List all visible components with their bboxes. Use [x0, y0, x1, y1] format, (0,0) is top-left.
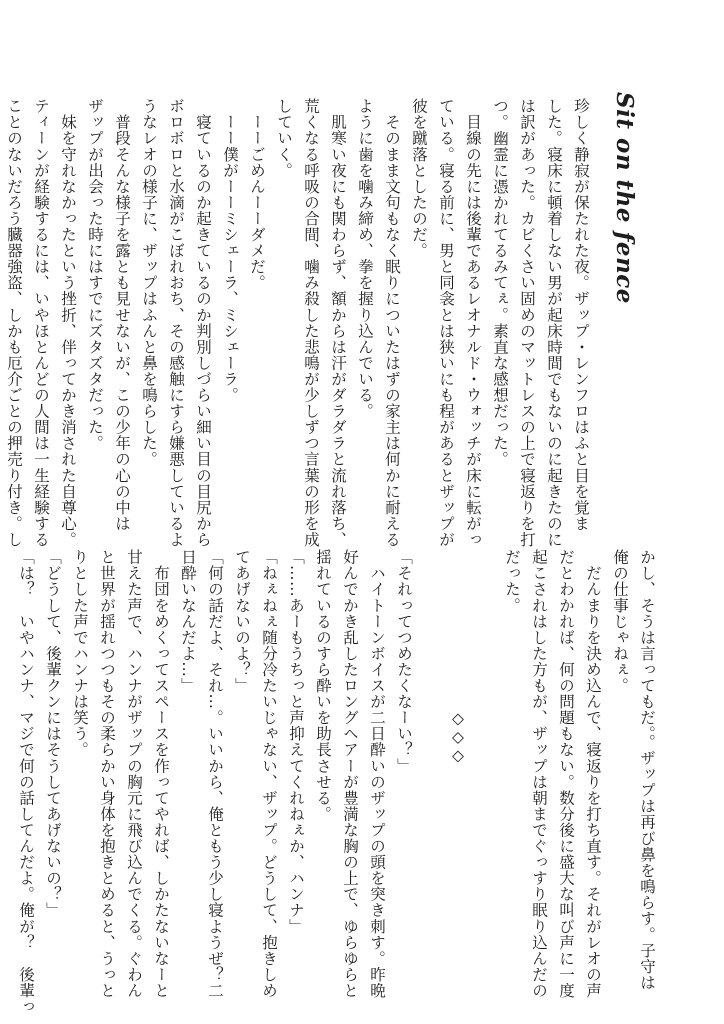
text-line: かし、そうは言ってもだ。。ザップは再び鼻を鳴らす。子守は [638, 549, 656, 991]
text-line: 俺の仕事じゃねぇ。 [611, 549, 629, 694]
text-line [471, 549, 498, 954]
text-line: 妹を守れなかったという挫折、伴ってかき消された自尊心。 [59, 98, 77, 548]
text-line: ボロボロと水滴がこぼれおち、その感触にすら嫌悪しているよ [167, 98, 185, 548]
lower-text-block [17, 549, 660, 1015]
text-line: 甘えた声で、ハンナがザップの胸元に飛び込んでくる。ぐわん [125, 549, 143, 999]
text-line: 起こされはした方もが、ザップは朝までぐっすり眠り込んだの [530, 549, 548, 999]
text-line: 目線の先には後輩であるレオナルド・ウォッチが床に転がっ [464, 98, 482, 548]
story-title: Sit on the fence [611, 92, 638, 304]
text-line: 「何の話だよ、それ…。いいから、俺ともう少し寝ようぜ？二 [206, 549, 224, 999]
text-line: 寝ているのか起きているのか判別しづらい細い目の目尻から [194, 98, 212, 548]
text-line: 「は？ いやハンナ、マジで何の話してんだよ。俺が？ 後輩っ [17, 549, 35, 1015]
text-line: 「どうして、後輩クンにはそうしてあげないの？」 [44, 549, 62, 919]
text-line: りとした声でハンナは笑う。 [71, 549, 89, 758]
text-line: 彼を蹴落としたのだ。 [410, 98, 428, 259]
text-line: と世界が揺れつつもその柔らかい身体を抱きとめると、うっと [98, 549, 116, 999]
text-line: だとわかれば、何の問題もない。数分後に盛大な叫び声に一度 [557, 549, 575, 999]
text-line: てあげないのよ？」 [233, 549, 251, 694]
text-line: 荒くなる呼吸の合間、噛み殺した悲鳴が少しずつ言葉の形を成 [302, 98, 320, 548]
text-line: 肌寒い夜にも関わらず、額からは汗がダラダラと流れ落ち、 [329, 98, 347, 548]
text-line: 「……あーもうちっと声抑えてくれねぇか、ハンナ」 [287, 549, 305, 935]
text-line: つ。幽霊に憑かれてるみてぇ。素直な感想だった。 [491, 98, 509, 468]
text-line: だった。 [503, 549, 521, 614]
text-line: ーー僕がーーミシェーラ、ミシェーラ。 [221, 98, 239, 403]
text-line: ザップが出会った時にはすでにズタズタだった。 [86, 98, 104, 452]
text-line: ーーごめんーーダメだ。 [248, 98, 266, 291]
text-line: ◇◇◇ [449, 549, 467, 766]
text-line: だんまりを決め込んで、寝返りを打ち直す。それがレオの声 [584, 549, 602, 999]
text-line [417, 549, 444, 954]
upper-text-block [5, 98, 594, 548]
text-line: ている。寝る前に、男と同衾とは狭いにも程があるとザップが [437, 98, 455, 548]
text-line: ように歯を噛み締め、拳を握り込んでいる。 [356, 98, 374, 419]
text-line: 布団をめくってスペースを作ってやれば、しかたないなーと [152, 549, 170, 999]
text-line: 「ねぇねぇ随分冷たいじゃない、ザップ。どうして、抱きしめ [260, 549, 278, 999]
text-line: うなレオの様子に、ザップはふんと鼻を鳴らした。 [140, 98, 158, 468]
text-line: 日酔いなんだよ…」 [179, 549, 197, 694]
text-line: していく。 [275, 98, 293, 179]
text-line: 「それってつめたくなーい？」 [395, 549, 413, 774]
text-line: ハイトーンボイスが二日酔いのザップの頭を突き刺す。昨晩 [368, 549, 386, 999]
text-line: は訳があった。カビくさい固めのマットレスの上で寝返りを打 [518, 98, 536, 548]
text-line: そのまま文句もなく眠りについたはずの家主は何かに耐える [383, 98, 401, 548]
text-line: 普段そんな様子を露とも見せないが、この少年の心の中は [113, 98, 131, 532]
text-line: 好んでかき乱したロングヘアーが豊満な胸の上で、ゆらゆらと [341, 549, 359, 999]
text-line: ことのないだろう臓器強盗、しかも厄介ごとの押売り付き。し [5, 98, 23, 548]
text-line: 揺れているのすら酔いを助長させる。 [314, 549, 332, 822]
text-line: 珍しく静寂が保たれた夜。ザップ・レンフロはふと目を覚ま [572, 98, 590, 532]
text-line: した。寝床に頓着しない男が起床時間でもないのに起きたのに [545, 98, 563, 548]
text-line: ティーンが経験するには、いやほとんどの人間は一生経験する [32, 98, 50, 548]
